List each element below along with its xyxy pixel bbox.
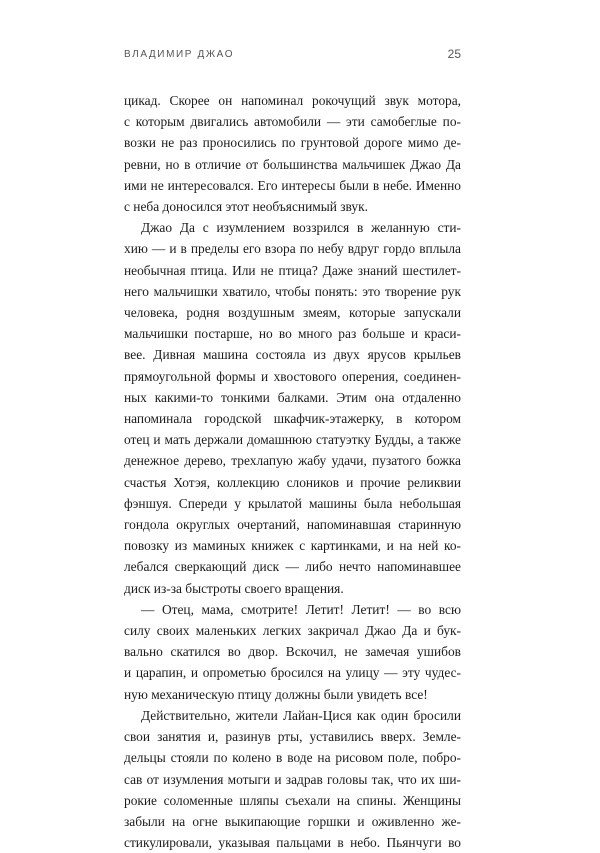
paragraph-1 <box>124 90 461 217</box>
text-line: сав от изумления мотыги и задрав головы так, что их ши- <box>124 771 461 787</box>
text-line: ную механическую птицу должны были увидеть все! <box>124 686 428 702</box>
text-line: стикулировали, указывая пальцами в небо. Пьянчуги во <box>124 835 461 851</box>
text-line: вее. Дивная машина состояла из двух ярусов крыльев <box>124 347 461 363</box>
paragraph-2 <box>124 217 461 599</box>
text-line: забыли на огне выкипающие горшки и оживленно же- <box>124 813 461 829</box>
text-line: возки не раз проносились по грунтовой дороге мимо де- <box>124 135 461 151</box>
text-line: вально скатился во двор. Вскочил, не замечая ушибов <box>124 644 461 660</box>
text-line: повозку из маминых книжек с картинками, и на ней ко- <box>124 538 461 554</box>
text-line: диск из-за быстроты своего вращения. <box>124 580 344 596</box>
text-line: цикад. Скорее он напоминал рокочущий звук мотора, <box>124 93 461 108</box>
text-line: него мальчишки хватило, чтобы понять: это творение рук <box>124 283 461 299</box>
text-line: с которым двигались автомобили — эти самобеглые по- <box>124 114 461 130</box>
text-line: Джао Да с изумлением воззрился в желанную сти- <box>141 220 461 236</box>
text-line: счастья Хотэя, коллекцию слоников и прочие реликвии <box>124 474 461 490</box>
running-head-author: ВЛАДИМИР ДЖАО <box>124 49 235 60</box>
paragraph-3 <box>124 599 461 705</box>
text-line: силу своих маленьких легких закричал Джао Да и бук- <box>124 623 461 639</box>
text-line: денежное дерево, трехлапую жабу удачи, пузатого божка <box>124 453 461 469</box>
text-line: ревни, но в отличие от большинства мальчишек Джао Да <box>124 156 461 172</box>
text-line: лебался сверкающий диск — либо нечто напоминавшее <box>124 559 461 575</box>
text-line: ных какими-то тонкими балками. Этим она отдаленно <box>124 389 461 405</box>
text-line: и царапин, и опрометью бросился на улицу — эту чудес- <box>124 665 461 681</box>
text-line: Действительно, жители Лайан-Цися как один бросили <box>141 707 461 723</box>
text-line: отец и мать держали домашнюю статуэтку Будды, а также <box>124 432 461 448</box>
text-line: свои занятия и, разинув рты, уставились вверх. Земле- <box>124 729 461 745</box>
text-line: хию — и в пределы его взора по небу вдруг гордо вплыла <box>124 241 461 257</box>
text-line: ими не интересовался. Его интересы были в небе. Именно <box>124 177 461 193</box>
text-line: рокие соломенные шляпы съехали на спины. Женщины <box>124 792 461 808</box>
text-line: прямоугольной формы и хвостового оперения, соединен- <box>124 368 461 384</box>
text-line: с неба доносился этот необъяснимый звук. <box>124 199 368 215</box>
text-line: — Отец, мама, смотрите! Летит! Летит! — во всю <box>141 601 461 617</box>
text-line: необычная птица. Или не птица? Даже знаний шестилет- <box>124 262 461 278</box>
body-text <box>124 90 461 853</box>
text-line: человека, родня воздушным змеям, которые запускали <box>124 305 461 321</box>
page-number: 25 <box>447 47 461 61</box>
paragraph-4 <box>124 705 461 853</box>
text-line: гондола округлых очертаний, напоминавшая старинную <box>124 517 461 533</box>
text-line: фэншуя. Спереди у крылатой машины была небольшая <box>124 495 461 511</box>
text-line: дельцы стояли по колено в воде на рисовом поле, побро- <box>124 750 461 766</box>
text-line: напоминала городской шкафчик-этажерку, в котором <box>124 411 461 427</box>
text-line: мальчишки постарше, но во много раз больше и краси- <box>124 326 461 342</box>
